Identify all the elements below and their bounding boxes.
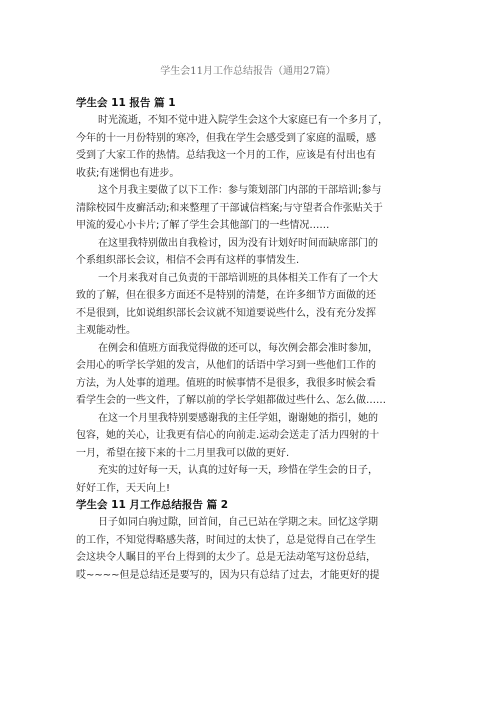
text-line: 好好工作，天天向上!	[76, 482, 171, 494]
text-line: 方法，为人处事的道理。值班的时候事情不是很多，我很多时候会看	[76, 377, 376, 389]
text-line: 一月，希望在接下来的十二月里我可以做的更好.	[76, 447, 290, 459]
text-line: 在这里我特别做出自我检讨，因为没有计划好时间而缺席部门的	[98, 237, 378, 249]
paragraph	[76, 410, 426, 463]
text-line: 在例会和值班方面我觉得做的还可以，每次例会都会准时参加，	[98, 342, 378, 354]
paragraph	[76, 235, 426, 270]
document-title: 学生会11月工作总结报告（通用27篇）	[160, 66, 336, 77]
paragraph	[76, 112, 426, 182]
text-line: 收获;有迷惘也有进步。	[76, 167, 180, 179]
text-line: 哎~~~~但是总结还是要写的，因为只有总结了过去，才能更好的提	[76, 569, 380, 581]
text-line: 这个月我主要做了以下工作：参与策划部门内部的干部培训;参与	[98, 185, 382, 196]
paragraph	[76, 462, 426, 497]
text-line: 一个月来我对自己负责的干部培训班的具体相关工作有了一个大	[98, 272, 378, 284]
text-line: 甲流的爱心小卡片;了解了学生会其他部门的一些情况……	[76, 220, 330, 231]
text-line: 日子如同白驹过隙，回首间，自己已站在学期之末。回忆这学期	[98, 517, 378, 528]
text-line: 主观能动性。	[76, 325, 136, 336]
paragraph	[76, 340, 426, 410]
text-line: 看学生会的一些文件，了解以前的学长学姐都做过些什么、怎么做……	[76, 395, 386, 406]
text-line: 致的了解，但在很多方面还不是特别的清楚，在许多细节方面做的还	[76, 290, 376, 301]
text-line: 受到了大家工作的热情。总结我这一个月的工作，应该是有付出也有	[76, 150, 376, 161]
text-line: 会用心的听学长学姐的发言，从他们的话语中学习到一些他们工作的	[76, 360, 376, 371]
text-line: 不是很到，比如说组织部长会议就不知道要说些什么，没有充分发挥	[76, 307, 376, 319]
text-line: 在这一个月里我特别要感谢我的主任学姐，谢谢她的指引，她的	[98, 412, 378, 424]
document-body	[76, 95, 426, 584]
section-heading: 学生会 11 报告 篇 1	[76, 97, 176, 109]
text-line: 会这块令人瞩目的平台上得到的太少了。总是无法动笔写这份总结，	[76, 552, 376, 563]
text-line: 的工作，不知觉得略感失落，时间过的太快了，总是觉得自己在学生	[76, 534, 376, 546]
paragraph	[76, 270, 426, 340]
text-line: 清除校园牛皮癣活动;和来整理了干部诚信档案;与守望者合作张贴关于	[76, 202, 383, 214]
section-heading: 学生会 11 月工作总结报告 篇 2	[76, 499, 229, 511]
text-line: 充实的过好每一天，认真的过好每一天，珍惜在学生会的日子，	[98, 465, 378, 476]
text-line: 今年的十一月份特别的寒冷，但我在学生会感受到了家庭的温暖，感	[76, 132, 376, 144]
paragraph	[76, 182, 426, 235]
text-line: 时光流逝，不知不觉中进入院学生会这个大家庭已有一个多月了，	[98, 115, 388, 126]
text-line: 个系组织部长会议，相信不会再有这样的事情发生.	[76, 255, 300, 266]
paragraph	[76, 514, 426, 584]
text-line: 包容，她的关心，让我更有信心的向前走.运动会送走了活力四射的十	[76, 430, 380, 441]
